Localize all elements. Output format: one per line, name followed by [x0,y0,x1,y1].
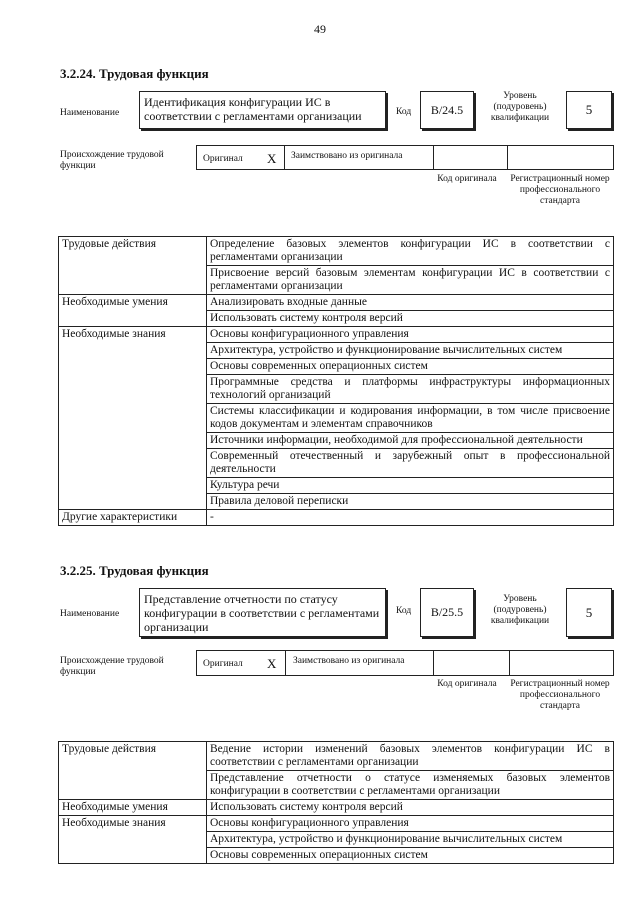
row-item: Источники информации, необходимой для профессиональной деятельности [207,433,614,449]
origin-divider [433,146,434,169]
row-item: Правила деловой переписки [207,494,614,510]
row-item: Системы классификации и кодирования информации, в том числе присвоение кодов документам и элементам справочников [207,404,614,433]
origin-divider [507,146,508,169]
name-label: Наименование [60,108,120,118]
row-item: Представление отчетности о статусе изменяемых базовых элементов конфигурации в соответствии с регламентами организации [207,771,614,800]
row-category: Необходимые умения [59,295,207,327]
row-item: Присвоение версий базовым элементам конфигурации ИС в соответствии с регламентами организации [207,266,614,295]
table-row [59,295,614,311]
row-item: Культура речи [207,478,614,494]
name-value: Представление отчетности по статусу конфигурации в соответствии с регламентами организации [139,588,386,637]
table-row [59,816,614,832]
page-number: 49 [314,22,326,36]
row-category: Необходимые знания [59,327,207,510]
row-item: Использовать систему контроля версий [207,311,614,327]
original-mark: X [267,151,277,166]
row-category: Трудовые действия [59,237,207,295]
original-code-label: Код оригинала [437,679,497,689]
row-item: Архитектура, устройство и функционирование вычислительных систем [207,343,614,359]
origin-divider [509,651,510,675]
row-item: - [207,510,614,526]
row-item: Основы современных операционных систем [207,848,614,864]
origin-divider [285,651,286,675]
level-label: Уровень (подуровень) квалификации [490,91,550,123]
row-item: Использовать систему контроля версий [207,800,614,816]
origin-label: Происхождение трудовой функции [60,150,164,171]
row-category: Необходимые знания [59,816,207,864]
code-label: Код [396,606,412,616]
name-value: Идентификация конфигурации ИС в соответствии с регламентами организации [139,91,386,129]
row-item: Программные средства и платформы инфраструктуры информационных технологий организаций [207,375,614,404]
row-item: Архитектура, устройство и функционирование вычислительных систем [207,832,614,848]
level-value: 5 [566,588,612,637]
table-row [59,742,614,771]
original-mark: X [267,656,277,671]
original-label: Оригинал [203,154,243,164]
row-category: Необходимые умения [59,800,207,816]
table-row [59,510,614,526]
row-item: Основы конфигурационного управления [207,816,614,832]
origin-frame [196,650,614,676]
section-heading: 3.2.24. Трудовая функция [60,66,209,81]
section-heading: 3.2.25. Трудовая функция [60,563,209,578]
row-item: Основы конфигурационного управления [207,327,614,343]
name-label: Наименование [60,609,120,619]
level-value: 5 [566,91,612,129]
row-item: Современный отечественный и зарубежный опыт в профессиональной деятельности [207,449,614,478]
origin-label: Происхождение трудовой функции [60,656,164,677]
table-row [59,800,614,816]
row-item: Анализировать входные данные [207,295,614,311]
origin-divider [284,146,285,169]
borrowed-label: Заимствовано из оригинала [291,151,403,161]
origin-frame [196,145,614,170]
row-item: Ведение истории изменений базовых элементов конфигурации ИС в соответствии с регламентами организации [207,742,614,771]
row-category: Трудовые действия [59,742,207,800]
registration-number-label: Регистрационный номер профессионального стандарта [510,174,610,206]
function-table [58,236,614,526]
table-row [59,237,614,266]
original-code-label: Код оригинала [437,174,497,184]
code-value: B/25.5 [420,588,474,637]
row-item: Основы современных операционных систем [207,359,614,375]
row-item: Определение базовых элементов конфигурации ИС в соответствии с регламентами организации [207,237,614,266]
origin-divider [433,651,434,675]
level-label: Уровень (подуровень) квалификации [490,594,550,626]
function-table [58,741,614,864]
code-value: B/24.5 [420,91,474,129]
registration-number-label: Регистрационный номер профессионального стандарта [510,679,610,711]
code-label: Код [396,107,412,117]
table-row [59,327,614,343]
borrowed-label: Заимствовано из оригинала [293,656,405,666]
row-category: Другие характеристики [59,510,207,526]
original-label: Оригинал [203,659,243,669]
